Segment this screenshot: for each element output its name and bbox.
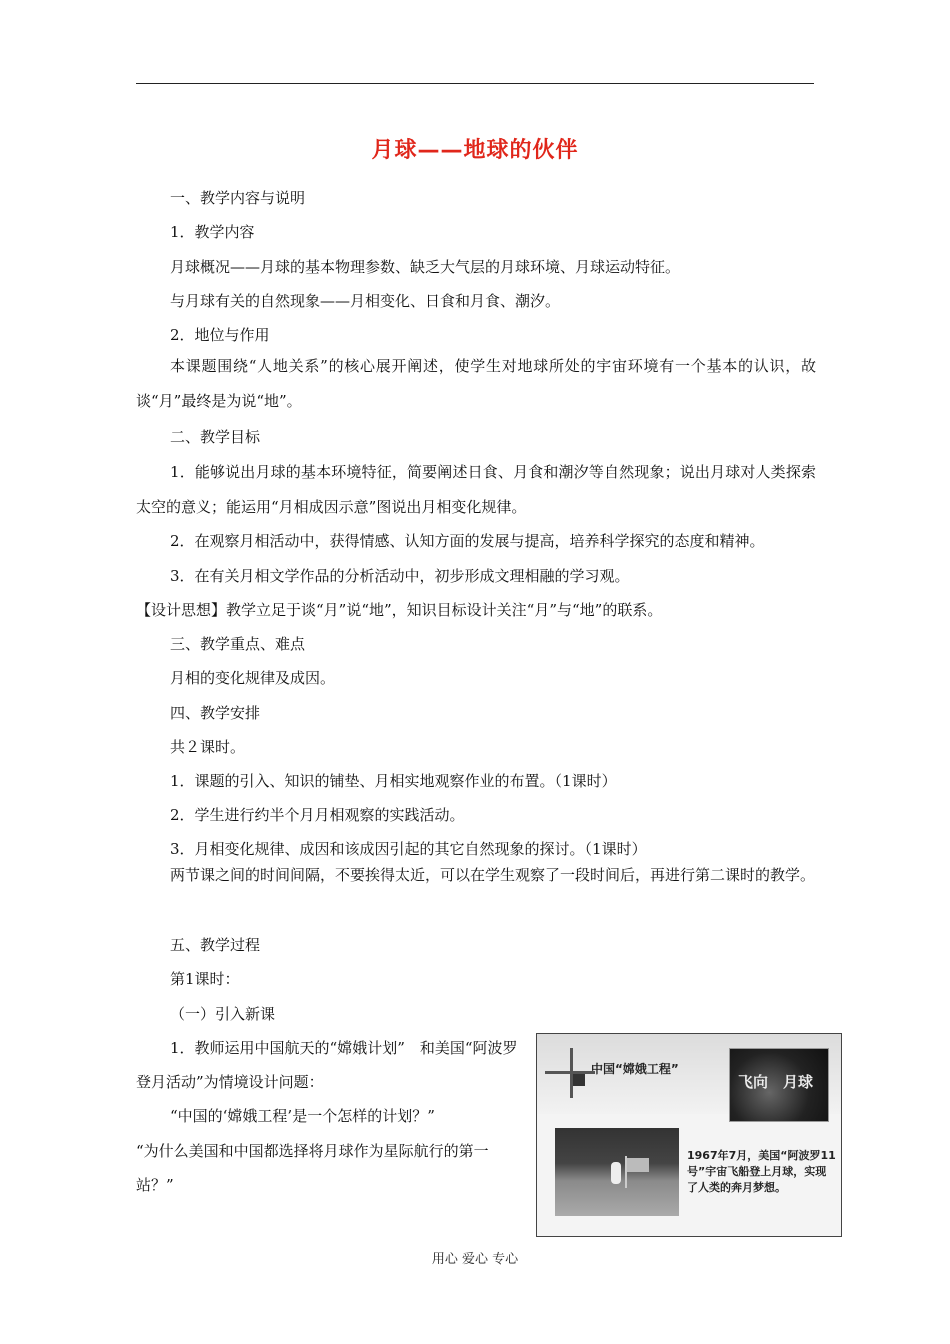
section-heading-3: 三、教学重点、难点 — [170, 635, 306, 653]
subheading: （一）引入新课 — [170, 1005, 276, 1023]
square-decoration — [573, 1074, 585, 1086]
logo-text: 飞向 月球 — [738, 1073, 814, 1091]
paragraph: 与月球有关的自然现象——月相变化、日食和月食、潮汐。 — [170, 292, 561, 310]
page-footer: 用心 爱心 专心 — [431, 1252, 519, 1267]
chang-e-project-figure — [536, 1033, 842, 1237]
paragraph: 月球概况——月球的基本物理参数、缺乏大气层的月球环境、月球运动特征。 — [170, 258, 681, 276]
moon-logo — [729, 1048, 829, 1122]
section-heading-1: 一、教学内容与说明 — [170, 189, 306, 207]
figure-caption: 1967年7月，美国“阿波罗11号”宇宙飞船登上月球，实现了人类的奔月梦想。 — [687, 1149, 836, 1194]
page-title: 月球——地球的伙伴 — [371, 138, 579, 163]
section-heading-2: 二、教学目标 — [170, 428, 261, 446]
paragraph: 2．学生进行约半个月月相观察的实践活动。 — [170, 806, 465, 824]
paragraph: 2．在观察月相活动中，获得情感、认知方面的发展与提高，培养科学探究的态度和精神。 — [170, 532, 765, 550]
paragraph: 3．月相变化规律、成因和该成因引起的其它自然现象的探讨。（1课时） — [170, 840, 647, 858]
section-heading-5: 五、教学过程 — [170, 936, 261, 954]
section-heading-4: 四、教学安排 — [170, 704, 261, 722]
design-idea: 【设计思想】教学立足于谈“月”说“地”，知识目标设计关注“月”与“地”的联系。 — [136, 601, 663, 619]
question: “为什么美国和中国都选择将月球作为星际航行的第一站？” — [136, 1142, 489, 1194]
subheading: 1．教学内容 — [170, 223, 255, 241]
lesson-label: 第1课时： — [170, 970, 240, 988]
subheading: 2．地位与作用 — [170, 326, 270, 344]
paragraph: 1．课题的引入、知识的铺垫、月相实地观察作业的布置。（1课时） — [170, 772, 617, 790]
paragraph: 1．能够说出月球的基本环境特征，简要阐述日食、月食和潮汐等自然现象；说出月球对人类探索太空的意义；能运用“月相成因示意”图说出月相变化规律。 — [136, 463, 816, 516]
paragraph: 1．教师运用中国航天的“嫦娥计划” 和美国“阿波罗登月活动”为情境设计问题： — [136, 1039, 518, 1091]
figure-label: 中国“嫦娥工程” — [591, 1062, 679, 1076]
question: “中国的‘嫦娥工程’是一个怎样的计划？” — [170, 1107, 435, 1125]
paragraph: 两节课之间的时间间隔，不要挨得太近，可以在学生观察了一段时间后，再进行第二课时的教学。 — [170, 866, 816, 884]
cross-decoration — [570, 1048, 573, 1098]
paragraph: 3．在有关月相文学作品的分析活动中，初步形成文理相融的学习观。 — [170, 567, 630, 585]
moon-landing-photo — [555, 1128, 679, 1216]
header-rule — [136, 83, 814, 84]
paragraph: 共２课时。 — [170, 738, 246, 756]
paragraph: 本课题围绕“人地关系”的核心展开阐述，使学生对地球所处的宇宙环境有一个基本的认识，故谈“月”最终是为说“地”。 — [136, 357, 816, 410]
paragraph: 月相的变化规律及成因。 — [170, 669, 336, 687]
astronaut — [611, 1162, 621, 1184]
flag — [627, 1158, 649, 1172]
